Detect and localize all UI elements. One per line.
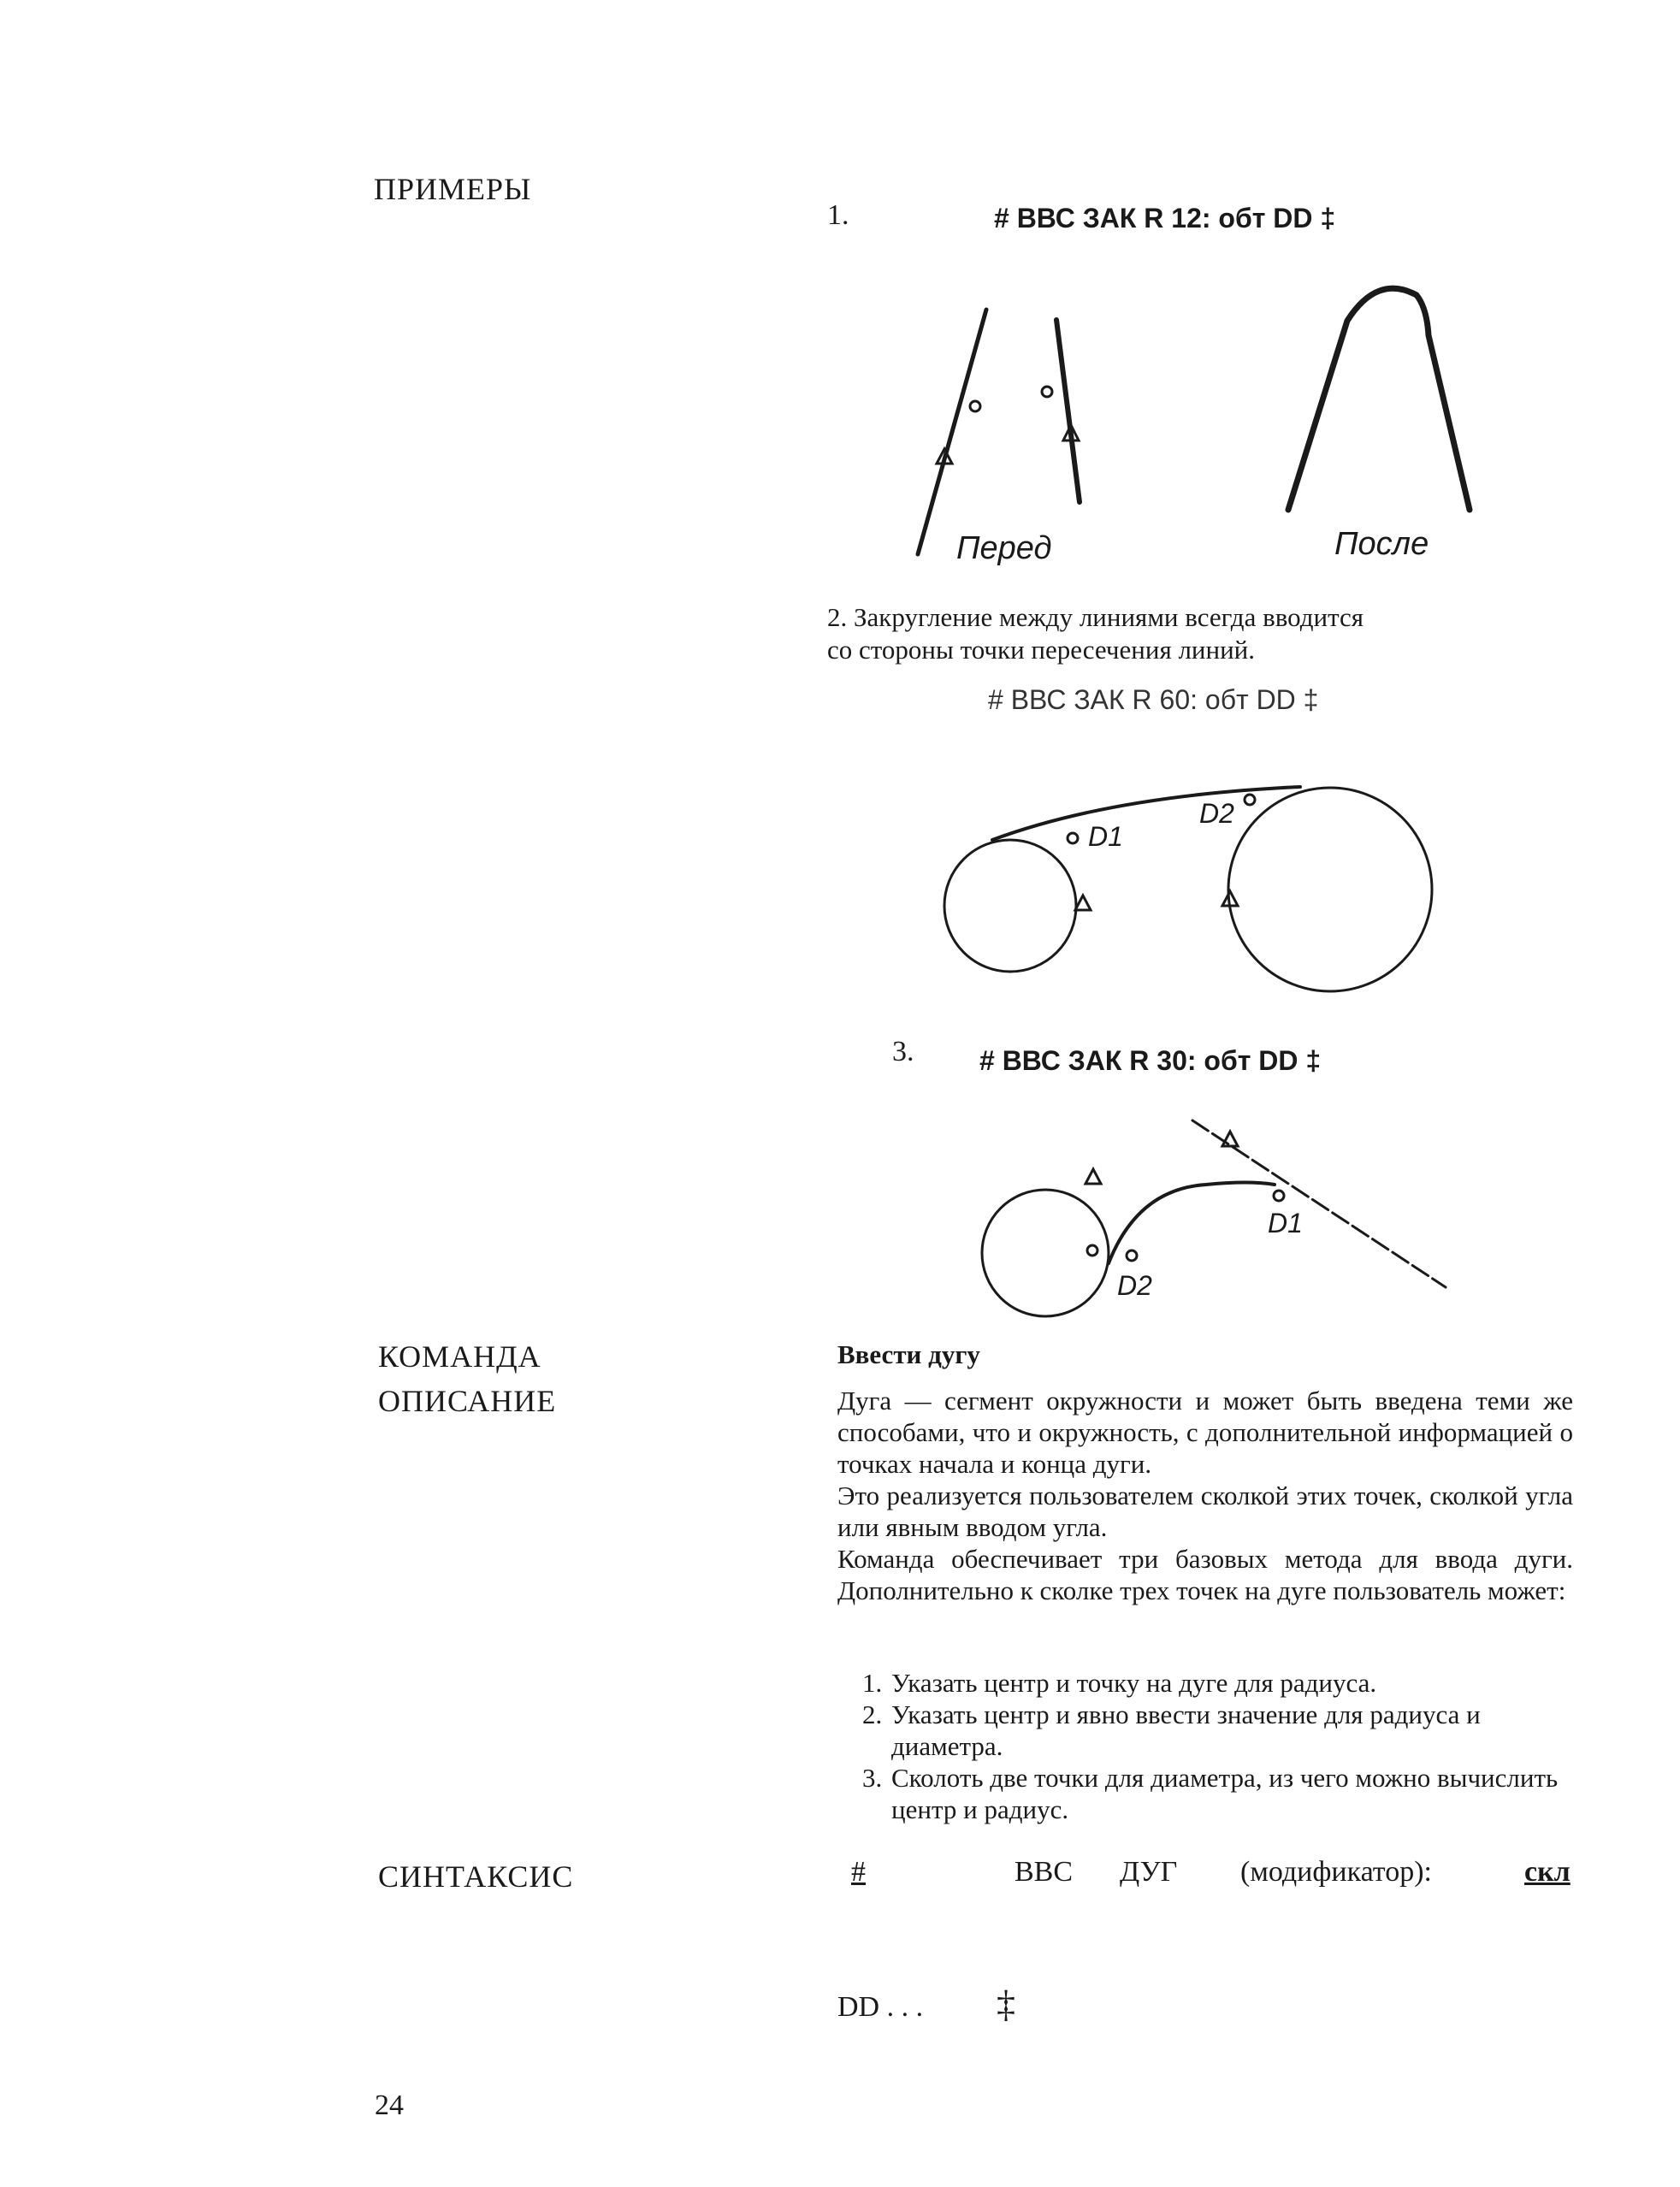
example3-command: # ВВС ЗАК R 30: обт DD ‡ [979, 1045, 1322, 1076]
syntax-end-symbol: ‡ [997, 1983, 1015, 2025]
pick-triangle-marker [1222, 1132, 1238, 1146]
command-label: КОМАНДА [378, 1339, 541, 1374]
label-d2: D2 [1199, 798, 1234, 829]
syntax-hash: # [851, 1856, 866, 1888]
after-fillet-shape [1288, 288, 1470, 510]
small-circle [944, 840, 1076, 972]
syntax-dd: DD . . . [837, 1991, 924, 2023]
methods-list [862, 1667, 1572, 1825]
label-d1-ex3: D1 [1268, 1208, 1303, 1238]
fillet-arc [992, 787, 1300, 840]
circle-ex3 [982, 1190, 1109, 1316]
list-item: 1. Указать центр и точку на дуге для радиуса. [862, 1668, 1377, 1698]
large-circle [1228, 788, 1432, 991]
examples-label: ПРИМЕРЫ [374, 172, 532, 206]
example3-number: 3. [892, 1036, 914, 1067]
pick-triangle-marker [1075, 895, 1091, 910]
example2-line1: 2. Закругление между линиями всегда вводится [827, 602, 1364, 632]
pick-circle-marker [1042, 387, 1052, 397]
before-line-left [918, 310, 986, 554]
pick-circle-marker [1274, 1191, 1284, 1201]
before-line-right [1056, 320, 1080, 502]
pick-circle-marker [1127, 1250, 1137, 1261]
pick-circle-marker [970, 401, 980, 411]
paragraph: Команда обеспечивает три базовых метода для ввода дуги. Дополнительно к сколке трех точек на дуге пользователь может: [837, 1544, 1573, 1605]
syntax-dug: ДУГ [1120, 1856, 1178, 1888]
pick-circle-marker [1068, 833, 1078, 843]
label-after: После [1334, 526, 1429, 562]
paragraph: Дуга — сегмент окружности и может быть введена теми же способами, что и окружность, с дополнительной информацией о точках начала и конца дуги. [837, 1386, 1573, 1479]
example2-text [827, 601, 1563, 666]
description-label: ОПИСАНИЕ [378, 1384, 557, 1418]
pick-circle-marker [1245, 795, 1255, 805]
example1-number: 1. [827, 199, 849, 231]
label-before: Перед [956, 530, 1052, 566]
command-title: Ввести дугу [837, 1339, 980, 1369]
description-text [837, 1385, 1573, 1606]
syntax-skl: скл [1524, 1856, 1571, 1888]
example2-line2: со стороны точки пересечения линий. [827, 635, 1256, 665]
paragraph: Это реализуется пользователем сколкой этих точек, сколкой угла или явным вводом угла. [837, 1481, 1573, 1542]
label-d1: D1 [1088, 821, 1123, 852]
syntax-label: СИНТАКСИС [378, 1859, 574, 1894]
pick-circle-marker [1087, 1245, 1097, 1256]
page-number: 24 [375, 2089, 404, 2121]
label-d2-ex3: D2 [1117, 1270, 1152, 1301]
pick-triangle-marker [1085, 1169, 1101, 1184]
syntax-vvs: ВВС [1015, 1856, 1074, 1888]
syntax-modifier: (модификатор): [1240, 1856, 1432, 1888]
list-item: 2. Указать центр и явно ввести значение для радиуса и диаметра. [862, 1699, 1481, 1761]
list-item: 3. Сколоть две точки для диаметра, из чего можно вычислить центр и радиус. [862, 1763, 1559, 1824]
example2-command: # ВВС ЗАК R 60: обт DD ‡ [988, 684, 1319, 715]
example1-command: # ВВС ЗАК R 12: обт DD ‡ [994, 203, 1336, 233]
